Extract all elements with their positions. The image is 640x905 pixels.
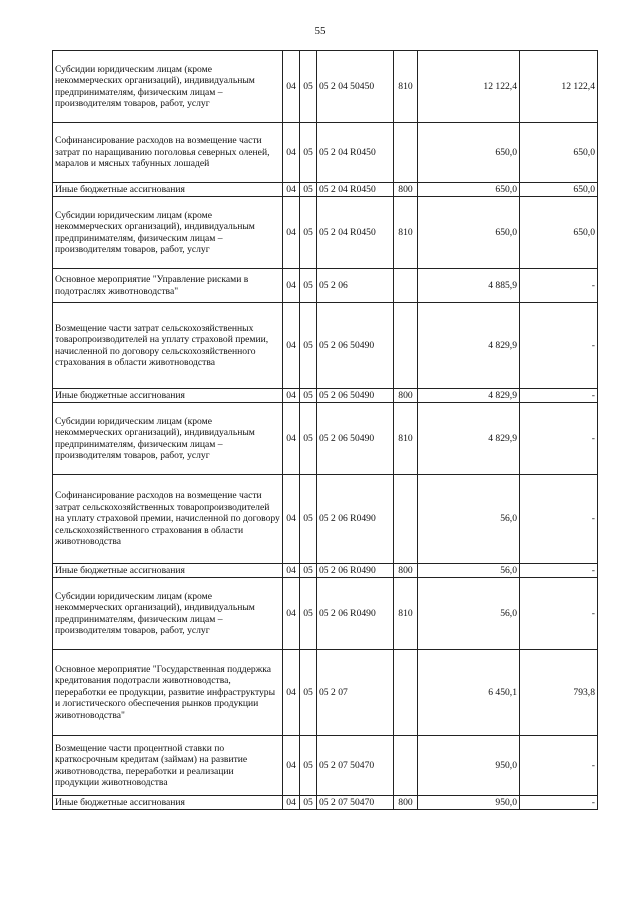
row-name: Иные бюджетные ассигнования <box>53 183 283 197</box>
row-sum-1: 56,0 <box>418 564 520 578</box>
row-section-code: 04 <box>283 183 300 197</box>
row-expense-type <box>394 303 418 389</box>
row-expense-type <box>394 736 418 796</box>
page-number: 55 <box>314 25 326 37</box>
table-row <box>53 197 598 269</box>
row-sum-2: 650,0 <box>520 183 598 197</box>
row-section-code: 04 <box>283 51 300 123</box>
row-sum-1: 4 885,9 <box>418 269 520 303</box>
row-sum-1: 6 450,1 <box>418 650 520 736</box>
row-sum-1: 650,0 <box>418 183 520 197</box>
row-expense-type: 800 <box>394 796 418 810</box>
row-name: Софинансирование расходов на возмещение части затрат сельскохозяйственных товаропроизводителей на уплату страховой премии, начисленной по договору сельскохозяйственного страхования в области животноводства <box>53 475 283 564</box>
row-section-code: 04 <box>283 389 300 403</box>
row-name: Иные бюджетные ассигнования <box>53 564 283 578</box>
budget-table <box>52 50 598 810</box>
row-expense-type: 810 <box>394 197 418 269</box>
row-section-code: 04 <box>283 564 300 578</box>
row-expense-type <box>394 123 418 183</box>
table-row <box>53 578 598 650</box>
row-sum-2: - <box>520 564 598 578</box>
row-target-article: 05 2 07 50470 <box>317 796 394 810</box>
table-row <box>53 123 598 183</box>
row-subsection-code: 05 <box>300 303 317 389</box>
row-name: Возмещение части затрат сельскохозяйственных товаропроизводителей на уплату страховой премии, начисленной по договору сельскохозяйственного страхования в области животноводства <box>53 303 283 389</box>
row-target-article: 05 2 06 50490 <box>317 403 394 475</box>
row-sum-1: 650,0 <box>418 197 520 269</box>
row-target-article: 05 2 06 R0490 <box>317 564 394 578</box>
row-name: Основное мероприятие "Управление рисками в подотраслях животноводства" <box>53 269 283 303</box>
row-sum-1: 12 122,4 <box>418 51 520 123</box>
row-sum-2: - <box>520 269 598 303</box>
row-subsection-code: 05 <box>300 197 317 269</box>
row-expense-type: 800 <box>394 564 418 578</box>
row-sum-2: 793,8 <box>520 650 598 736</box>
table-row <box>53 736 598 796</box>
table-row <box>53 475 598 564</box>
row-target-article: 05 2 07 50470 <box>317 736 394 796</box>
row-expense-type: 810 <box>394 51 418 123</box>
row-section-code: 04 <box>283 123 300 183</box>
row-expense-type: 800 <box>394 183 418 197</box>
row-sum-2: - <box>520 303 598 389</box>
row-expense-type <box>394 475 418 564</box>
row-name: Субсидии юридическим лицам (кроме некоммерческих организаций), индивидуальным предпринимателям, физическим лицам – производителям товаров, работ, услуг <box>53 403 283 475</box>
table-row <box>53 650 598 736</box>
row-section-code: 04 <box>283 197 300 269</box>
row-subsection-code: 05 <box>300 183 317 197</box>
row-sum-1: 56,0 <box>418 475 520 564</box>
row-sum-2: 650,0 <box>520 197 598 269</box>
row-target-article: 05 2 04 R0450 <box>317 197 394 269</box>
row-sum-1: 650,0 <box>418 123 520 183</box>
row-name: Субсидии юридическим лицам (кроме некоммерческих организаций), индивидуальным предпринимателям, физическим лицам – производителям товаров, работ, услуг <box>53 51 283 123</box>
row-name: Софинансирование расходов на возмещение части затрат по наращиванию поголовья северных оленей, маралов и мясных табунных лошадей <box>53 123 283 183</box>
row-expense-type: 800 <box>394 389 418 403</box>
row-expense-type: 810 <box>394 403 418 475</box>
row-section-code: 04 <box>283 269 300 303</box>
row-expense-type <box>394 650 418 736</box>
row-target-article: 05 2 07 <box>317 650 394 736</box>
row-subsection-code: 05 <box>300 269 317 303</box>
row-subsection-code: 05 <box>300 650 317 736</box>
row-name: Возмещение части процентной ставки по краткосрочным кредитам (займам) на развитие животноводства, переработки и реализации продукции животноводства <box>53 736 283 796</box>
row-name: Основное мероприятие "Государственная поддержка кредитования подотрасли животноводства, переработки ее продукции, развитие инфраструктуры и логистического обеспечения рынков продукции животноводства" <box>53 650 283 736</box>
row-sum-1: 4 829,9 <box>418 403 520 475</box>
row-sum-2: 12 122,4 <box>520 51 598 123</box>
row-target-article: 05 2 06 50490 <box>317 303 394 389</box>
row-sum-2: - <box>520 736 598 796</box>
table-row <box>53 51 598 123</box>
row-subsection-code: 05 <box>300 123 317 183</box>
row-section-code: 04 <box>283 475 300 564</box>
row-sum-1: 4 829,9 <box>418 303 520 389</box>
row-section-code: 04 <box>283 650 300 736</box>
row-sum-2: - <box>520 389 598 403</box>
row-target-article: 05 2 06 R0490 <box>317 578 394 650</box>
table-row <box>53 796 598 810</box>
row-section-code: 04 <box>283 736 300 796</box>
table-row <box>53 269 598 303</box>
table-row <box>53 564 598 578</box>
row-subsection-code: 05 <box>300 403 317 475</box>
row-expense-type <box>394 269 418 303</box>
row-section-code: 04 <box>283 796 300 810</box>
row-name: Субсидии юридическим лицам (кроме некоммерческих организаций), индивидуальным предпринимателям, физическим лицам – производителям товаров, работ, услуг <box>53 197 283 269</box>
row-sum-2: - <box>520 796 598 810</box>
row-expense-type: 810 <box>394 578 418 650</box>
row-sum-2: 650,0 <box>520 123 598 183</box>
row-subsection-code: 05 <box>300 736 317 796</box>
row-sum-2: - <box>520 578 598 650</box>
row-sum-2: - <box>520 475 598 564</box>
row-sum-1: 950,0 <box>418 736 520 796</box>
row-sum-1: 4 829,9 <box>418 389 520 403</box>
row-name: Иные бюджетные ассигнования <box>53 389 283 403</box>
table-row <box>53 183 598 197</box>
row-subsection-code: 05 <box>300 564 317 578</box>
row-sum-2: - <box>520 403 598 475</box>
row-subsection-code: 05 <box>300 578 317 650</box>
row-subsection-code: 05 <box>300 475 317 564</box>
row-target-article: 05 2 04 R0450 <box>317 123 394 183</box>
row-section-code: 04 <box>283 578 300 650</box>
row-target-article: 05 2 04 50450 <box>317 51 394 123</box>
table-row <box>53 403 598 475</box>
row-section-code: 04 <box>283 303 300 389</box>
row-target-article: 05 2 04 R0450 <box>317 183 394 197</box>
row-target-article: 05 2 06 <box>317 269 394 303</box>
row-target-article: 05 2 06 R0490 <box>317 475 394 564</box>
row-target-article: 05 2 06 50490 <box>317 389 394 403</box>
row-name: Иные бюджетные ассигнования <box>53 796 283 810</box>
row-sum-1: 950,0 <box>418 796 520 810</box>
row-subsection-code: 05 <box>300 389 317 403</box>
row-section-code: 04 <box>283 403 300 475</box>
row-sum-1: 56,0 <box>418 578 520 650</box>
row-subsection-code: 05 <box>300 796 317 810</box>
table-row <box>53 303 598 389</box>
row-subsection-code: 05 <box>300 51 317 123</box>
row-name: Субсидии юридическим лицам (кроме некоммерческих организаций), индивидуальным предпринимателям, физическим лицам – производителям товаров, работ, услуг <box>53 578 283 650</box>
table-row <box>53 389 598 403</box>
